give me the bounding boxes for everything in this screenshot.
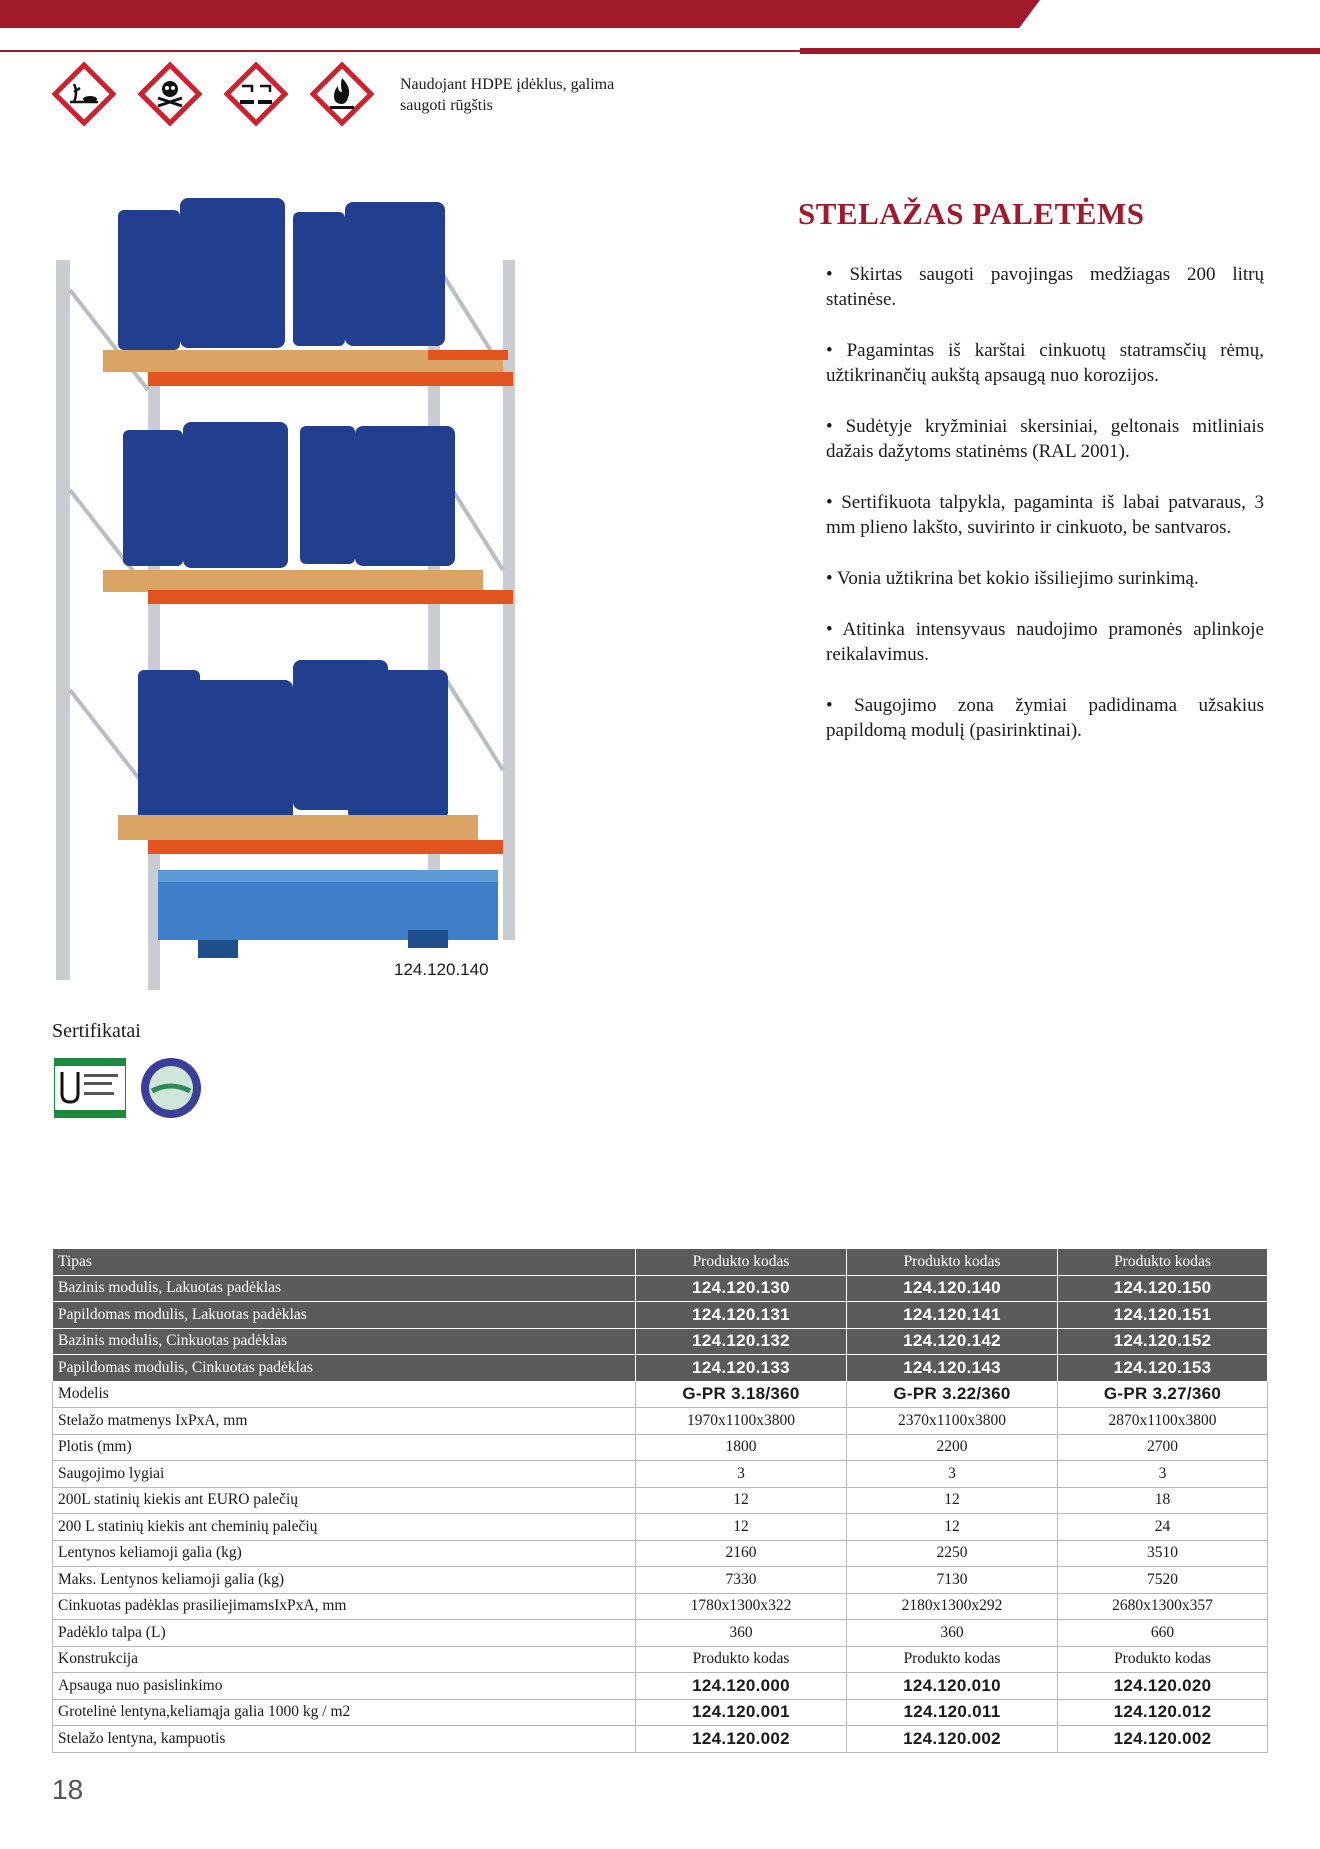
row-label: Konstrukcija bbox=[53, 1646, 636, 1673]
hazard-pictograms bbox=[52, 62, 374, 126]
row-label: Grotelinė lentyna,keliamąja galia 1000 kg / m2 bbox=[53, 1699, 636, 1726]
row-label: Lentynos keliamoji galia (kg) bbox=[53, 1540, 636, 1567]
table-cell: 360 bbox=[847, 1620, 1058, 1647]
row-label: Saugojimo lygiai bbox=[53, 1461, 636, 1488]
table-cell: Produkto kodas bbox=[847, 1646, 1058, 1673]
table-cell: 2680x1300x357 bbox=[1058, 1593, 1268, 1620]
table-cell: 124.120.153 bbox=[1058, 1355, 1268, 1382]
image-product-code: 124.120.140 bbox=[394, 960, 489, 979]
table-row bbox=[53, 1726, 1268, 1753]
feature-item: • Sertifikuota talpykla, pagaminta iš labai patvaraus, 3 mm plieno lakšto, suvirinto ir cinkuoto, be santvaros. bbox=[826, 492, 1264, 538]
table-cell: 1780x1300x322 bbox=[636, 1593, 847, 1620]
certificate-seal-logo bbox=[140, 1057, 202, 1119]
table-row bbox=[53, 1699, 1268, 1726]
table-row bbox=[53, 1408, 1268, 1435]
table-cell: 12 bbox=[847, 1487, 1058, 1514]
table-cell: 124.120.150 bbox=[1058, 1275, 1268, 1302]
row-label: Modelis bbox=[53, 1381, 636, 1408]
table-row bbox=[53, 1646, 1268, 1673]
table-row bbox=[53, 1249, 1268, 1276]
table-row bbox=[53, 1620, 1268, 1647]
header-rule-accent bbox=[800, 48, 1320, 54]
table-row bbox=[53, 1381, 1268, 1408]
specification-table bbox=[52, 1248, 1268, 1753]
flammable-icon bbox=[310, 62, 374, 126]
table-cell: 124.120.002 bbox=[1058, 1726, 1268, 1753]
table-cell: 2370x1100x3800 bbox=[847, 1408, 1058, 1435]
table-cell: 124.120.131 bbox=[636, 1302, 847, 1329]
table-cell: 124.120.133 bbox=[636, 1355, 847, 1382]
table-cell: 2700 bbox=[1058, 1434, 1268, 1461]
table-cell: 24 bbox=[1058, 1514, 1268, 1541]
table-cell: 7130 bbox=[847, 1567, 1058, 1594]
row-label: Stelažo lentyna, kampuotis bbox=[53, 1726, 636, 1753]
table-cell: 3 bbox=[847, 1461, 1058, 1488]
feature-list bbox=[826, 262, 1264, 769]
table-cell: 124.120.143 bbox=[847, 1355, 1058, 1382]
table-row bbox=[53, 1328, 1268, 1355]
table-cell: 124.120.010 bbox=[847, 1673, 1058, 1700]
product-image-pallet-rack bbox=[48, 190, 528, 990]
table-row bbox=[53, 1302, 1268, 1329]
dibt-certificate-logo bbox=[54, 1058, 126, 1118]
page-title: STELAŽAS PALETĖMS bbox=[798, 196, 1145, 231]
row-label: Bazinis modulis, Cinkuotas padėklas bbox=[53, 1328, 636, 1355]
certificates-heading: Sertifikatai bbox=[52, 1020, 141, 1042]
row-label: Tipas bbox=[53, 1249, 636, 1276]
table-cell: 124.120.132 bbox=[636, 1328, 847, 1355]
top-banner-bar bbox=[0, 0, 1040, 28]
feature-item: • Pagamintas iš karštai cinkuotų statramsčių rėmų, užtikrinančių aukštą apsaugą nuo korozijos. bbox=[826, 340, 1264, 386]
table-cell: G-PR 3.22/360 bbox=[847, 1381, 1058, 1408]
table-cell: 7520 bbox=[1058, 1567, 1268, 1594]
table-row bbox=[53, 1567, 1268, 1594]
table-row bbox=[53, 1275, 1268, 1302]
table-cell: 18 bbox=[1058, 1487, 1268, 1514]
skull-crossbones-icon bbox=[138, 62, 202, 126]
table-cell: 124.120.000 bbox=[636, 1673, 847, 1700]
feature-item: • Vonia užtikrina bet kokio išsiliejimo surinkimą. bbox=[826, 568, 1199, 589]
table-cell: 124.120.012 bbox=[1058, 1699, 1268, 1726]
table-cell: 124.120.141 bbox=[847, 1302, 1058, 1329]
feature-item: • Skirtas saugoti pavojingas medžiagas 200 litrų statinėse. bbox=[826, 264, 1264, 310]
table-cell: 3 bbox=[1058, 1461, 1268, 1488]
table-cell: G-PR 3.27/360 bbox=[1058, 1381, 1268, 1408]
corrosive-icon bbox=[224, 62, 288, 126]
table-cell: 124.120.001 bbox=[636, 1699, 847, 1726]
row-label: 200L statinių kiekis ant EURO palečių bbox=[53, 1487, 636, 1514]
row-label: Bazinis modulis, Lakuotas padėklas bbox=[53, 1275, 636, 1302]
table-cell: 2200 bbox=[847, 1434, 1058, 1461]
table-cell: 124.120.002 bbox=[847, 1726, 1058, 1753]
table-cell: 1970x1100x3800 bbox=[636, 1408, 847, 1435]
table-cell: 12 bbox=[636, 1487, 847, 1514]
header-rule bbox=[0, 50, 800, 52]
table-cell: 2250 bbox=[847, 1540, 1058, 1567]
table-cell: 124.120.152 bbox=[1058, 1328, 1268, 1355]
table-cell: 2160 bbox=[636, 1540, 847, 1567]
table-cell: Produkto kodas bbox=[1058, 1646, 1268, 1673]
table-cell: 1800 bbox=[636, 1434, 847, 1461]
table-cell: 124.120.011 bbox=[847, 1699, 1058, 1726]
table-cell: Produkto kodas bbox=[847, 1249, 1058, 1276]
table-row bbox=[53, 1487, 1268, 1514]
table-cell: 7330 bbox=[636, 1567, 847, 1594]
row-label: Stelažo matmenys IxPxA, mm bbox=[53, 1408, 636, 1435]
table-cell: 360 bbox=[636, 1620, 847, 1647]
table-cell: 124.120.130 bbox=[636, 1275, 847, 1302]
table-cell: 124.120.151 bbox=[1058, 1302, 1268, 1329]
table-row bbox=[53, 1540, 1268, 1567]
row-label: Plotis (mm) bbox=[53, 1434, 636, 1461]
table-cell: Produkto kodas bbox=[636, 1249, 847, 1276]
row-label: Papildomas modulis, Cinkuotas padėklas bbox=[53, 1355, 636, 1382]
page-number: 18 bbox=[52, 1774, 84, 1805]
table-cell: 2180x1300x292 bbox=[847, 1593, 1058, 1620]
table-cell: 124.120.140 bbox=[847, 1275, 1058, 1302]
table-row bbox=[53, 1434, 1268, 1461]
table-cell: 660 bbox=[1058, 1620, 1268, 1647]
table-row bbox=[53, 1673, 1268, 1700]
table-cell: 12 bbox=[847, 1514, 1058, 1541]
table-cell: 124.120.002 bbox=[636, 1726, 847, 1753]
table-cell: G-PR 3.18/360 bbox=[636, 1381, 847, 1408]
table-row bbox=[53, 1514, 1268, 1541]
row-label: Maks. Lentynos keliamoji galia (kg) bbox=[53, 1567, 636, 1594]
row-label: Apsauga nuo pasislinkimo bbox=[53, 1673, 636, 1700]
hazard-note: Naudojant HDPE įdėklus, galima saugoti rūgštis bbox=[400, 76, 615, 114]
row-label: Papildomas modulis, Lakuotas padėklas bbox=[53, 1302, 636, 1329]
table-cell: Produkto kodas bbox=[636, 1646, 847, 1673]
table-row bbox=[53, 1593, 1268, 1620]
environment-hazard-icon bbox=[52, 62, 116, 126]
feature-item: • Atitinka intensyvaus naudojimo pramonės aplinkoje reikalavimus. bbox=[826, 619, 1264, 665]
table-cell: Produkto kodas bbox=[1058, 1249, 1268, 1276]
table-cell: 124.120.142 bbox=[847, 1328, 1058, 1355]
feature-item: • Saugojimo zona žymiai padidinama užsakius papildomą modulį (pasirinktinai). bbox=[826, 695, 1264, 741]
table-cell: 3 bbox=[636, 1461, 847, 1488]
table-cell: 3510 bbox=[1058, 1540, 1268, 1567]
table-cell: 12 bbox=[636, 1514, 847, 1541]
table-row bbox=[53, 1461, 1268, 1488]
feature-item: • Sudėtyje kryžminiai skersiniai, geltonais mitliniais dažais dažytoms statinėms (RAL 2001). bbox=[826, 416, 1264, 462]
table-cell: 2870x1100x3800 bbox=[1058, 1408, 1268, 1435]
row-label: 200 L statinių kiekis ant cheminių palečių bbox=[53, 1514, 636, 1541]
table-row bbox=[53, 1355, 1268, 1382]
table-cell: 124.120.020 bbox=[1058, 1673, 1268, 1700]
row-label: Padėklo talpa (L) bbox=[53, 1620, 636, 1647]
row-label: Cinkuotas padėklas prasiliejimamsIxPxA, mm bbox=[53, 1593, 636, 1620]
